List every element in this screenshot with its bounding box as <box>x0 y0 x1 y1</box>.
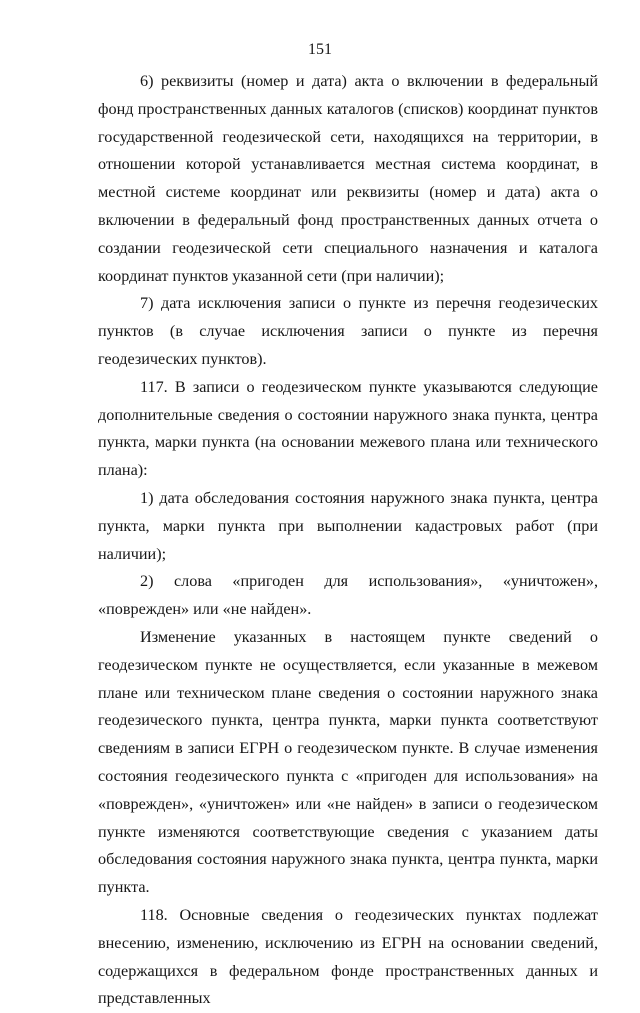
paragraph-item-6: 6) реквизиты (номер и дата) акта о включении в федеральный фонд пространственных данных каталогов (списков) координат пунктов государственной геодезической сети, находящихся на территории, в отношении которой устанавливается местная система координат, в местной системе координат или реквизиты (номер и дата) акта о включении в федеральный фонд пространственных данных отчета о создании геодезической сети специального назначения и каталога координат пунктов указанной сети (при наличии); <box>98 72 598 285</box>
paragraph-clause-118: 118. Основные сведения о геодезических пунктах подлежат внесению, изменению, исключению из ЕГРН на основании сведений, содержащихся в федеральном фонде пространственных данных и представленных <box>98 905 598 1008</box>
paragraph-change-rules: Изменение указанных в настоящем пункте сведений о геодезическом пункте не осуществляется, если указанные в межевом плане или техническом плане сведения о состоянии наружного знака геодезического пункта, центра пункта, марки пункта соответствуют сведениям в записи ЕГРН о геодезическом пункте. В случае изменения состояния геодезического пункта с «пригоден для использования» на «поврежден», «уничтожен» или «не найден» в записи о геодезическом пункте изменяются соответствующие сведения с указанием даты обследования состояния наружного знака пункта, центра пункта, марки пункта. <box>98 627 598 897</box>
paragraph-item-7: 7) дата исключения записи о пункте из перечня геодезических пунктов (в случае исключения записи о пункте из перечня геодезических пунктов). <box>98 294 598 368</box>
document-body <box>98 68 598 1013</box>
paragraph-subitem-2: 2) слова «пригоден для использования», «уничтожен», «поврежден» или «не найден». <box>98 572 598 619</box>
page-number: 151 <box>308 41 332 58</box>
paragraph-subitem-1: 1) дата обследования состояния наружного знака пункта, центра пункта, марки пункта при выполнении кадастровых работ (при наличии); <box>98 488 598 563</box>
paragraph-clause-117: 117. В записи о геодезическом пункте указываются следующие дополнительные сведения о состоянии наружного знака пункта, центра пункта, марки пункта (на основании межевого плана или технического плана): <box>98 377 598 480</box>
